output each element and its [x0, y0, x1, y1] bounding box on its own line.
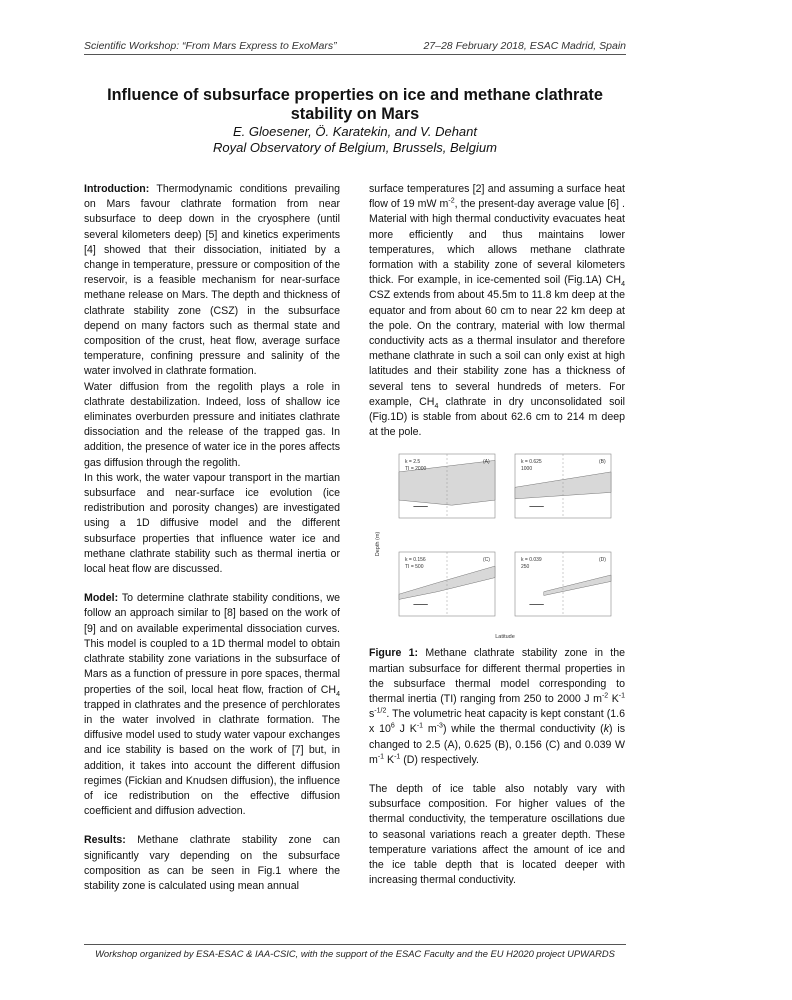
panel-letter: (C)	[483, 557, 490, 564]
caption-label: Figure 1:	[369, 647, 419, 660]
model-paragraph	[84, 591, 340, 819]
intro-paragraph-2: Water diffusion from the regolith plays a role in clathrate destabilization. Indeed, loss of shallow ice eliminates overburden pressure and initiates clathrate dissociation and the release of the trapped gas. In addition, the presence of water ice in the pores affects gas diffusion through the regolith.	[84, 380, 340, 469]
sup-m1: -1	[377, 753, 385, 761]
header-rule	[84, 54, 626, 55]
sup-m1: -1	[394, 753, 401, 761]
panel-ti-label: 1000	[521, 466, 533, 473]
model-text-a: To determine clathrate stability conditions, we follow an approach similar to [8] based on the work of [9] and on available experimental dissociation curves. This model is coupled to a 1D thermal model to obtain clathrate stability zone variations in the subsurface of Mars as a function of pressure in pore spaces, thermal properties of the soil, local heat flow, fraction of CH	[84, 592, 340, 696]
caption-text-9: K	[384, 753, 395, 766]
intro-text-1: Thermodynamic conditions prevailing on Mars favour clathrate formation from near subsurface to deep down in the cryosphere (until several kilometers deep) [5] and kinetics experiments [4] showed that their dissociation, initiated by a change in temperature, pressure or composition of the reservoir, is a feasible mechanism for near-surface methane release on Mars. The depth and thickness of clathrate stability zone (CSZ) in the subsurface depend on many factors such as thermal state and composition of the crust, heat flow, average surface temperature, confining pressure and salinity of the water involved in clathrate formation.	[84, 183, 340, 378]
caption-k: k	[603, 723, 609, 736]
intro-paragraph-1	[84, 182, 340, 380]
panel-ti-label: TI = 2000	[405, 466, 427, 473]
panel-ti-label: TI = 500	[405, 564, 424, 571]
panel-k-label: k = 0.039	[521, 557, 542, 564]
results-continued	[369, 182, 625, 440]
header-workshop: Scientific Workshop: “From Mars Express to ExoMars”	[84, 40, 337, 52]
figure-1	[369, 446, 625, 642]
footer: Workshop organized by ESA-ESAC & IAA-CSIC, with the support of the ESAC Faculty and the EU H2020 project UPWARDS	[95, 948, 615, 959]
sup-m3: -3	[436, 722, 443, 730]
sup-m2: -2	[601, 692, 609, 700]
x-axis-label: Latitude	[495, 634, 515, 641]
caption-text-1: Methane clathrate stability zone in the martian subsurface for different thermal properties in the subsurface thermal model corresponding to thermal inertia (TI) ranging from 250 to 2000 J m	[369, 647, 625, 706]
results-paragraph	[84, 833, 340, 894]
stability-zone-area	[399, 567, 495, 600]
caption-text-7: ) while the thermal conductivity (	[442, 723, 604, 736]
results-text: Methane clathrate stability zone can significantly vary depending on the subsurface composition as can be seen in Fig.1 where the stability zone is calculated using mean annual	[84, 834, 340, 892]
caption-text-8: ) is changed to 2.5 (A), 0.625 (B), 0.156 (C) and 0.039 W m	[369, 723, 625, 766]
figure-caption	[369, 646, 625, 768]
y-axis-label: Depth (m)	[375, 532, 381, 557]
results-cont-c: CSZ extends from about 45.5m to 11.8 km deep at the equator and from about 60 cm to near 22 km deep at the pole. On the contrary, material with low thermal conductivity acts as a thermal insulator and therefore methane clathrate in such a soil can only exist at high latitudes and their stability zone has a thickness of several tens to several hundreds of meters. For example, CH	[369, 289, 625, 408]
ch4-subscript: 4	[621, 281, 625, 289]
caption-text-5: J K	[394, 723, 417, 736]
footer-rule	[84, 944, 626, 945]
sup-m1: -1	[618, 692, 625, 700]
panel-letter: (B)	[599, 459, 606, 466]
authors: E. Gloesener, Ö. Karatekin, and V. Dehant	[232, 124, 477, 139]
panel-k-label: k = 0.156	[405, 557, 426, 564]
ice-table-paragraph: The depth of ice table also notably vary with subsurface composition. For higher values of the thermal conductivity, the temperature oscillations due to seasonal variations reach a greater depth. These temperature variations affect the amount of ice and the ice table depth that is located deeper with increasing thermal conductivity.	[369, 783, 625, 887]
left-column	[84, 182, 340, 894]
sup-six: 6	[390, 722, 395, 730]
caption-text-10: (D) respectively.	[400, 753, 479, 766]
caption-text-3: s	[369, 708, 375, 721]
panel-letter: (D)	[599, 557, 606, 564]
ch4-subscript: 4	[434, 402, 439, 410]
stability-zone-area	[544, 575, 611, 596]
sup-m1: -1	[416, 722, 424, 730]
figure-1-panels	[369, 446, 625, 642]
affiliation: Royal Observatory of Belgium, Brussels, Belgium	[213, 140, 497, 155]
results-heading: Results:	[84, 834, 126, 847]
caption-text-2: K	[608, 693, 619, 706]
panel-k-label: k = 0.625	[521, 459, 542, 466]
caption-text-6: m	[423, 723, 437, 736]
paper-title: Influence of subsurface properties on ice and methane clathrate stability on Mars	[107, 86, 603, 123]
header-date: 27–28 February 2018, ESAC Madrid, Spain	[423, 40, 626, 52]
results-cont-d: clathrate in dry unconsolidated soil (Fig.1D) is stable from about 62.6 cm to 214 m deep at the pole.	[369, 395, 625, 439]
panel-letter: (A)	[483, 459, 490, 466]
right-column	[369, 182, 625, 889]
panel-k-label: k = 2.5	[405, 459, 421, 466]
model-text-b: trapped in clathrates and the presence of perchlorates in the water involved in clathrate formation. The diffusive model used to study water vapour exchanges and ice stability is based on the work of [7] but, in addition, it takes into account the different diffusion regimes (Fickian and Knudsen diffusion), the influence of ice redistribution on the effective diffusion coefficient and diffusion advection.	[84, 698, 340, 818]
caption-text-4: . The volumetric heat capacity is kept constant (1.6 x 10	[369, 708, 625, 736]
model-heading: Model:	[84, 592, 119, 605]
panel-ti-label: 250	[521, 564, 530, 571]
sup-m2: -2	[448, 197, 455, 205]
sup-half: -1/2	[374, 707, 387, 715]
ch4-subscript: 4	[336, 690, 340, 698]
results-cont-a: surface temperatures [2] and assuming a surface heat flow of 19 mW m	[369, 183, 625, 211]
intro-paragraph-3: In this work, the water vapour transport in the martian subsurface and near-surface ice evolution (ice redistribution and porosity changes) are investigated using a 1D diffusive model and the different subsurface properties that influence water ice and methane clathrate stability such as thermal inertia or local heat flow are discussed.	[84, 471, 340, 576]
results-cont-b: , the present-day average value [6] . Material with high thermal conductivity evacuates heat more efficiently and thus maintains lower temperatures, which allows methane clathrate formation with a stability zone of several kilometers thick. For example, in ice-cemented soil (Fig.1A) CH	[369, 198, 625, 287]
intro-heading: Introduction:	[84, 183, 150, 195]
